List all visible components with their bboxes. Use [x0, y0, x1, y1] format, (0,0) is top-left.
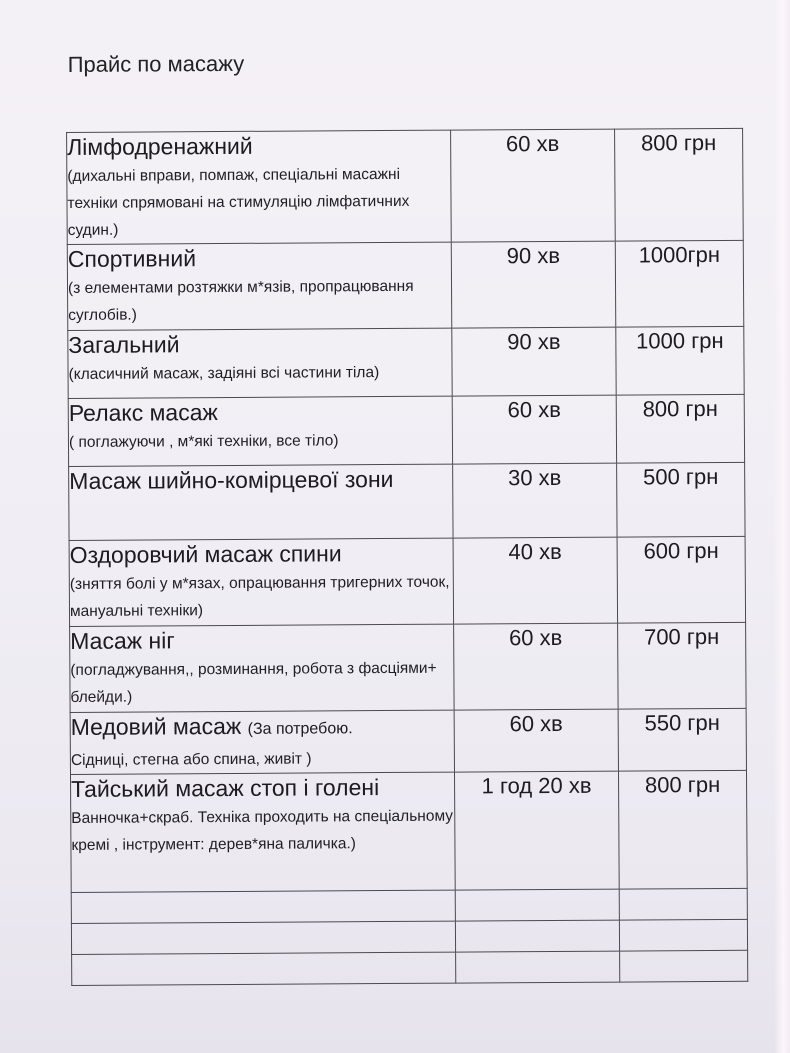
service-name	[70, 625, 453, 655]
empty-cell	[620, 950, 748, 982]
service-description: (класичний масаж, задіяні всі частини тіла)	[68, 364, 380, 383]
page-title: Прайс по масажу	[67, 50, 245, 77]
service-name	[69, 465, 452, 495]
empty-cell	[619, 919, 747, 951]
empty-cell	[455, 920, 619, 952]
service-row	[70, 770, 747, 892]
empty-cell	[455, 889, 619, 921]
service-price: 1000 грн	[616, 326, 744, 395]
service-duration: 90 хв	[452, 327, 616, 396]
service-cell	[68, 396, 452, 466]
service-description: (зняття болі у м*язах, опрацювання тригерних точок, мануальні техніки)	[69, 573, 450, 620]
service-name-text: Оздоровчий масаж спини	[69, 540, 342, 568]
service-row	[70, 708, 746, 774]
service-duration: 60 хв	[454, 709, 618, 772]
paper-edge	[774, 0, 790, 1053]
service-row	[68, 394, 744, 466]
service-name	[70, 539, 453, 569]
service-row	[68, 326, 744, 398]
service-cell	[69, 538, 454, 626]
service-cell	[68, 328, 452, 398]
service-name-text: Масаж ніг	[70, 627, 175, 654]
empty-cell	[72, 952, 456, 985]
empty-cell	[619, 888, 747, 920]
empty-row	[72, 950, 748, 985]
service-cell	[67, 130, 452, 244]
service-name-text: Релакс масаж	[68, 399, 218, 426]
service-name	[71, 711, 454, 745]
service-duration: 60 хв	[454, 623, 619, 710]
service-price: 1000грн	[615, 240, 744, 327]
empty-cell	[71, 921, 455, 954]
service-cell	[69, 464, 453, 540]
service-price: 800 грн	[618, 770, 747, 889]
service-name-text: Медовий масаж	[70, 712, 242, 740]
service-description: (дихальні вправи, помпаж, спеціальні масажні техніки спрямовані на стимуляцію лімфатичних судин.)	[67, 165, 410, 239]
service-price: 700 грн	[618, 622, 747, 709]
service-cell	[67, 242, 452, 330]
service-price: 800 грн	[616, 394, 744, 463]
service-duration: 30 хв	[453, 463, 617, 538]
service-row	[69, 536, 746, 626]
service-name	[67, 131, 450, 161]
service-cell	[70, 710, 454, 774]
empty-cell	[456, 951, 620, 983]
empty-row	[71, 888, 747, 923]
service-name	[68, 329, 451, 359]
service-cell	[70, 624, 455, 712]
service-description: Сідниці, стегна або спина, живіт )	[70, 750, 312, 769]
service-row	[70, 622, 747, 712]
service-description: ( поглажуючи , м*які техніки, все тіло)	[68, 432, 339, 451]
service-row	[67, 240, 744, 330]
service-name-text: Масаж шийно-комірцевої зони	[69, 465, 394, 494]
service-name-text: Лімфодренажний	[67, 132, 253, 160]
service-name	[69, 397, 452, 427]
service-row	[67, 128, 744, 244]
service-description: (з елементами розтяжки м*язів, пропрацювання суглобів.)	[67, 277, 414, 324]
service-cell	[70, 772, 455, 892]
service-name	[68, 243, 451, 273]
service-row	[69, 462, 745, 540]
service-name-text: Загальний	[68, 331, 180, 358]
service-price: 550 грн	[618, 708, 746, 771]
service-duration: 60 хв	[452, 395, 616, 464]
service-price: 600 грн	[617, 536, 746, 623]
service-duration: 40 хв	[453, 537, 618, 624]
price-table	[66, 128, 748, 986]
service-description: (погладжування,, розминання, робота з фасціями+ блейди.)	[70, 659, 437, 706]
service-duration: 90 хв	[451, 241, 616, 328]
service-name-text: Спортивний	[67, 245, 197, 272]
service-name-text: Тайський масаж стоп і голені	[71, 774, 380, 802]
service-description: Ванночка+скраб. Техніка проходить на спеціальному кремі , інструмент: дерев*яна паличка.)	[71, 807, 454, 854]
empty-cell	[71, 890, 455, 923]
service-price: 500 грн	[617, 462, 745, 537]
service-duration: 1 год 20 хв	[454, 771, 619, 890]
service-price: 800 грн	[615, 128, 744, 241]
service-inline-note: (За потребою.	[247, 720, 353, 738]
service-duration: 60 хв	[451, 129, 616, 242]
service-name	[71, 773, 454, 803]
empty-row	[71, 919, 747, 954]
